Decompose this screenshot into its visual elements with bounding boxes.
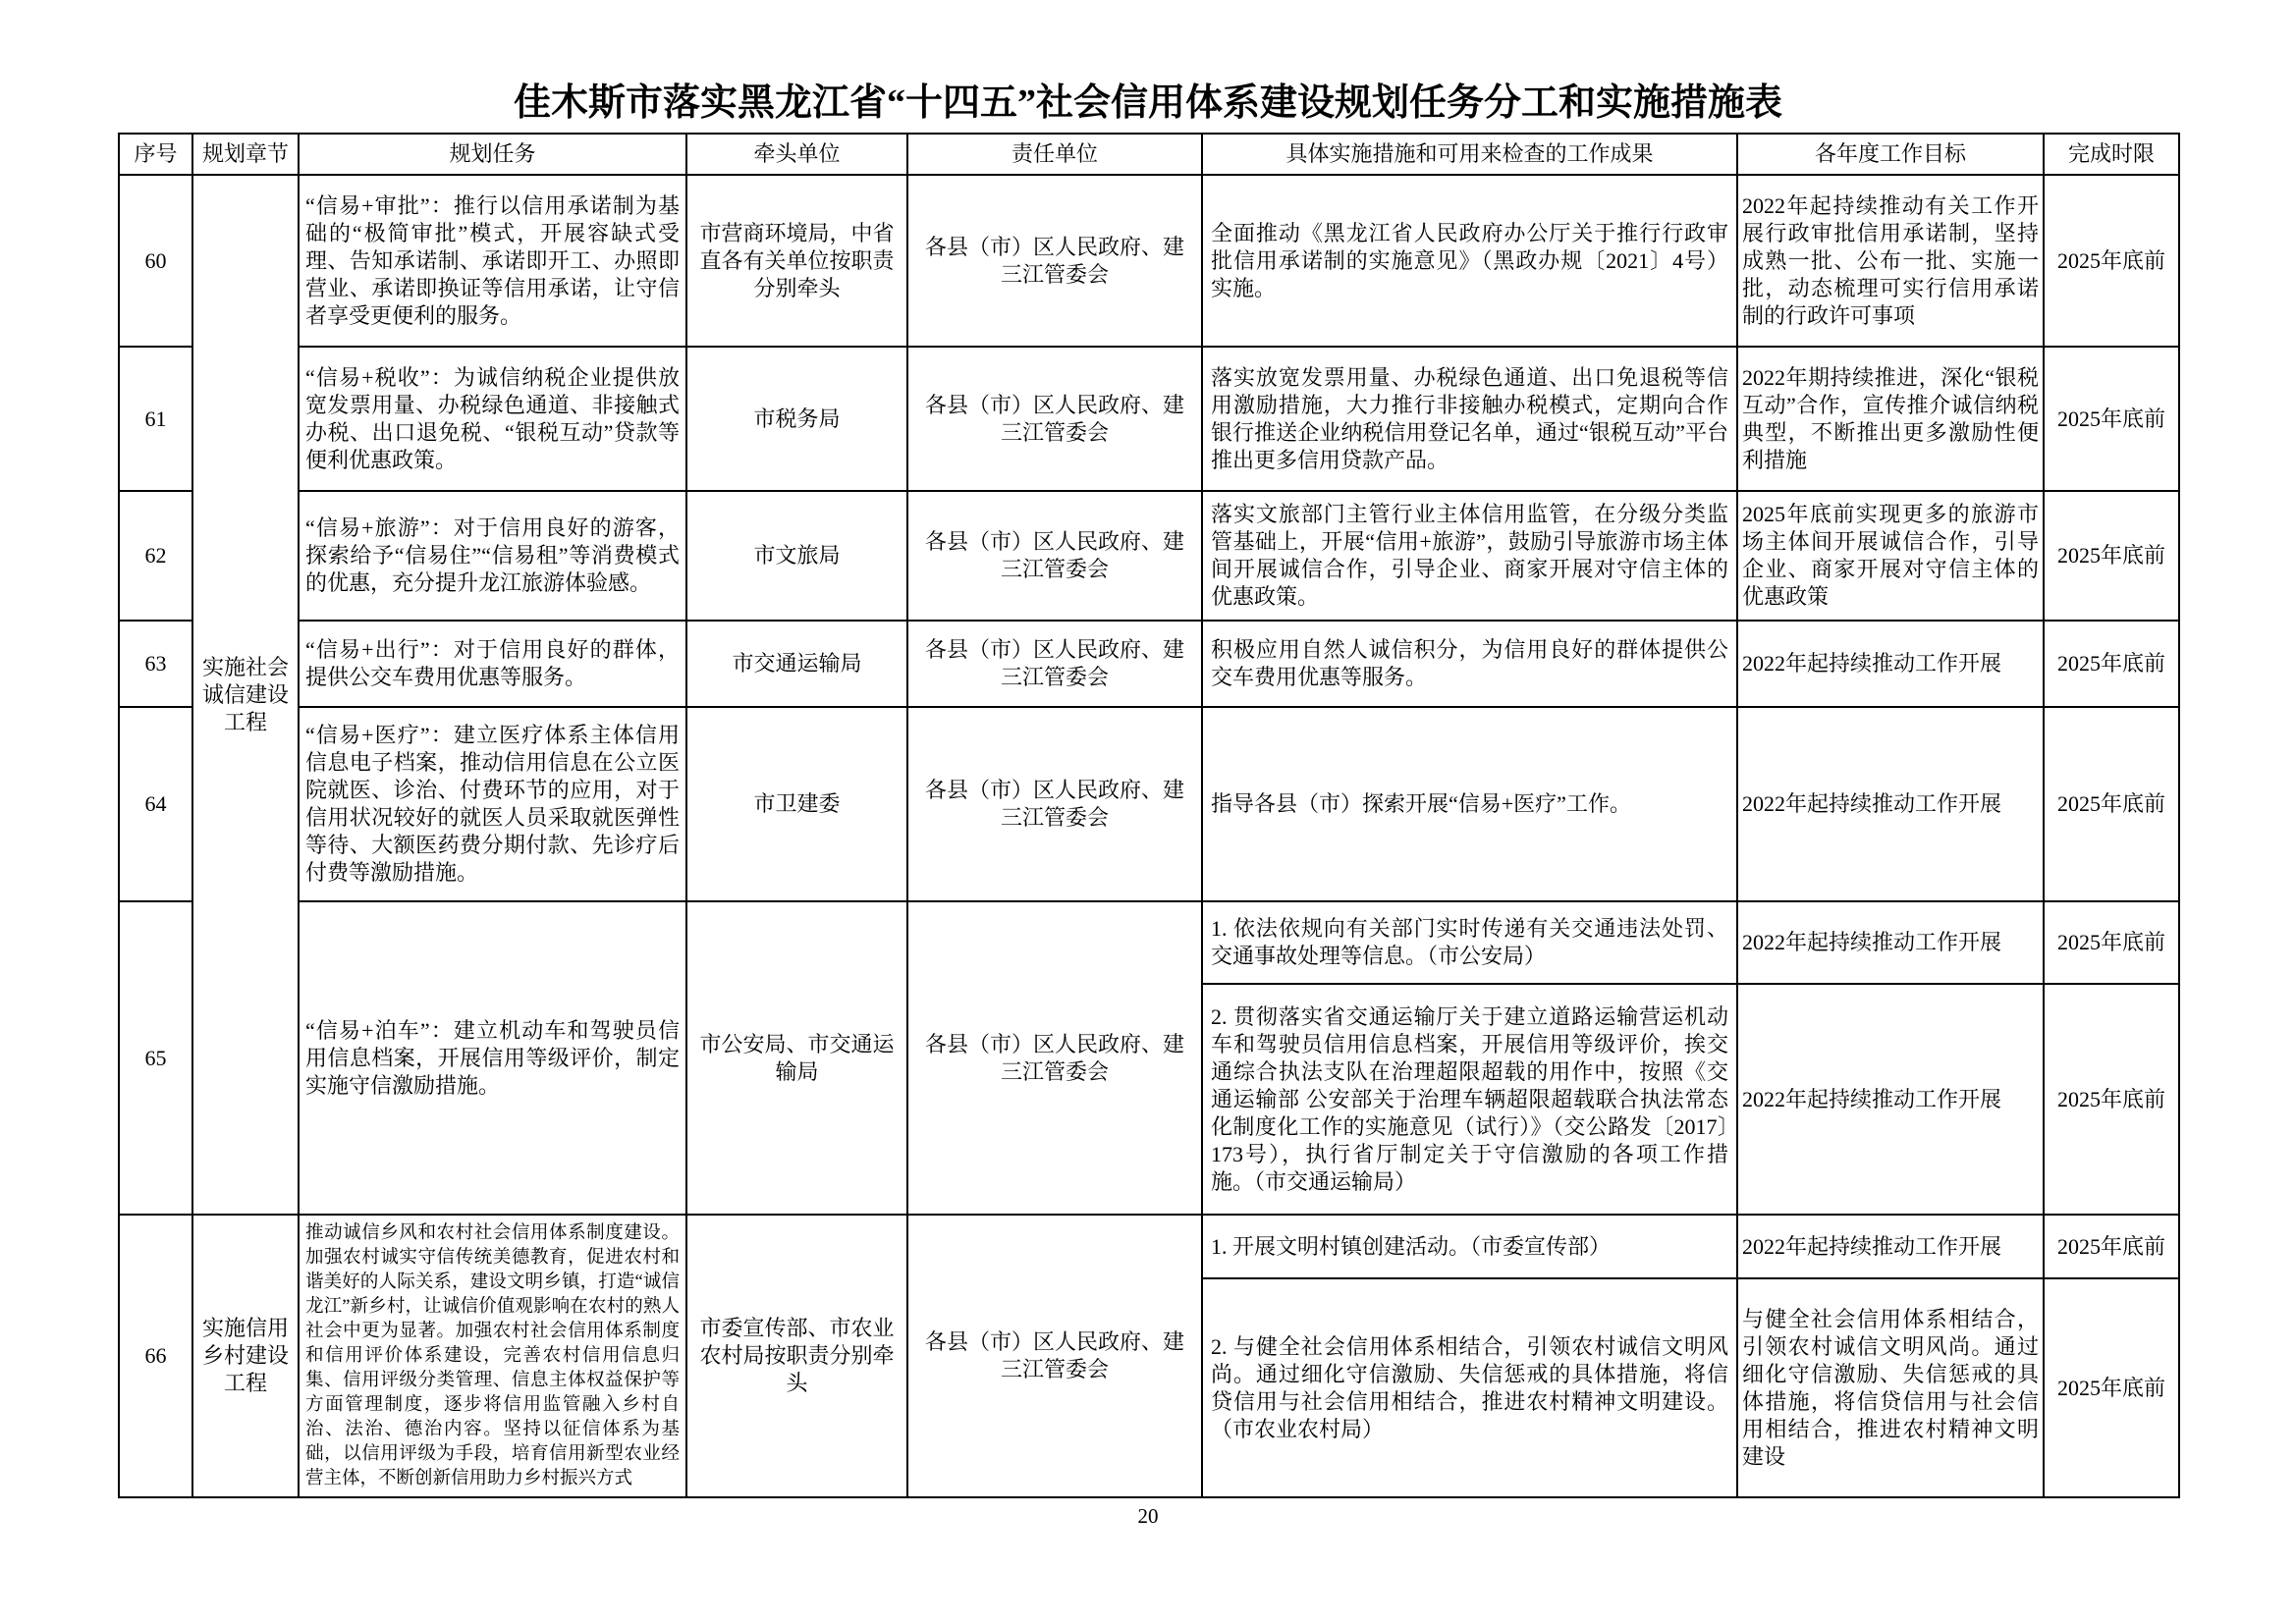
row-63-measure: 积极应用自然人诚信积分，为信用良好的群体提供公交车费用优惠等服务。	[1203, 622, 1738, 708]
row-65-lead-unit: 市公安局、市交通运输局	[687, 902, 908, 1216]
header-lead-unit: 牵头单位	[687, 135, 908, 176]
row-65-task: “信易+泊车”：建立机动车和驾驶员信用信息档案，开展信用等级评价，制定实施守信激励措施。	[300, 902, 687, 1216]
row-62-lead-unit: 市文旅局	[687, 492, 908, 622]
row-60-no: 60	[120, 176, 193, 348]
row-62-annual-target: 2025年底前实现更多的旅游市场主体间开展诚信合作，引导企业、商家开展对守信主体的优惠政策	[1738, 492, 2045, 622]
row-64-lead-unit: 市卫建委	[687, 708, 908, 902]
chapter-cell-rural-credit: 实施信用乡村建设工程	[193, 1216, 300, 1498]
row-66-measure-2: 2. 与健全社会信用体系相结合，引领农村诚信文明风尚。通过细化守信激励、失信惩戒的具体措施，将信贷信用与社会信用相结合，推进农村精神文明建设。（市农业农村局）	[1203, 1279, 1738, 1498]
row-65-annual-target-2: 2022年起持续推动工作开展	[1738, 985, 2045, 1216]
row-61-annual-target: 2022年期持续推进，深化“银税互动”合作，宣传推介诚信纳税典型，不断推出更多激励性便利措施	[1738, 348, 2045, 492]
row-60-responsible-unit: 各县（市）区人民政府、建三江管委会	[908, 176, 1203, 348]
row-61-deadline: 2025年底前	[2045, 348, 2180, 492]
row-64-deadline: 2025年底前	[2045, 708, 2180, 902]
row-65-measure-2: 2. 贯彻落实省交通运输厅关于建立道路运输营运机动车和驾驶员信用信息档案，开展信用等级评价，挨交通综合执法支队在治理超限超载的用作中，按照《交通运输部 公安部关于治理车辆超限超载联合执法常态化制度化工作的实施意见（试行）》（交公路发〔2017〕173号），执行省厅制定关于守信激励的各项工作措施。（市交通运输局）	[1203, 985, 1738, 1216]
row-62-deadline: 2025年底前	[2045, 492, 2180, 622]
row-60-task: “信易+审批”：推行以信用承诺制为基础的“极简审批”模式，开展容缺式受理、告知承诺制、承诺即开工、办照即营业、承诺即换证等信用承诺，让守信者享受更便利的服务。	[300, 176, 687, 348]
row-63-task: “信易+出行”：对于信用良好的群体，提供公交车费用优惠等服务。	[300, 622, 687, 708]
row-64-measure: 指导各县（市）探索开展“信易+医疗”工作。	[1203, 708, 1738, 902]
row-65-annual-target-1: 2022年起持续推动工作开展	[1738, 902, 2045, 985]
header-no: 序号	[120, 135, 193, 176]
row-66-responsible-unit: 各县（市）区人民政府、建三江管委会	[908, 1216, 1203, 1498]
row-61-lead-unit: 市税务局	[687, 348, 908, 492]
row-66-deadline-2: 2025年底前	[2045, 1279, 2180, 1498]
row-60-annual-target: 2022年起持续推动有关工作开展行政审批信用承诺制，坚持成熟一批、公布一批、实施一批，动态梳理可实行信用承诺制的行政许可事项	[1738, 176, 2045, 348]
row-66-annual-target-2: 与健全社会信用体系相结合，引领农村诚信文明风尚。通过细化守信激励、失信惩戒的具体措施，将信贷信用与社会信用相结合，推进农村精神文明建设	[1738, 1279, 2045, 1498]
row-65-responsible-unit: 各县（市）区人民政府、建三江管委会	[908, 902, 1203, 1216]
row-63-no: 63	[120, 622, 193, 708]
row-61-measure: 落实放宽发票用量、办税绿色通道、出口免退税等信用激励措施，大力推行非接触办税模式，定期向合作银行推送企业纳税信用登记名单，通过“银税互动”平台推出更多信用贷款产品。	[1203, 348, 1738, 492]
row-64-annual-target: 2022年起持续推动工作开展	[1738, 708, 2045, 902]
row-66-lead-unit: 市委宣传部、市农业农村局按职责分别牵头	[687, 1216, 908, 1498]
row-62-no: 62	[120, 492, 193, 622]
document-title: 佳木斯市落实黑龙江省“十四五”社会信用体系建设规划任务分工和实施措施表	[513, 82, 1782, 124]
row-62-responsible-unit: 各县（市）区人民政府、建三江管委会	[908, 492, 1203, 622]
row-65-deadline-1: 2025年底前	[2045, 902, 2180, 985]
header-annual-targets: 各年度工作目标	[1738, 135, 2045, 176]
row-64-no: 64	[120, 708, 193, 902]
row-63-annual-target: 2022年起持续推动工作开展	[1738, 622, 2045, 708]
row-64-responsible-unit: 各县（市）区人民政府、建三江管委会	[908, 708, 1203, 902]
row-66-task: 推动诚信乡风和农村社会信用体系制度建设。加强农村诚实守信传统美德教育，促进农村和谐美好的人际关系，建设文明乡镇，打造“诚信龙江”新乡村，让诚信价值观影响在农村的熟人社会中更为显著。加强农村社会信用体系制度和信用评价体系建设，完善农村信用信息归集、信用评级分类管理、信息主体权益保护等方面管理制度，逐步将信用监管融入乡村自治、法治、德治内容。坚持以征信体系为基础，以信用评级为手段，培育信用新型农业经营主体，不断创新信用助力乡村振兴方式	[300, 1216, 687, 1498]
row-66-no: 66	[120, 1216, 193, 1498]
row-61-task: “信易+税收”：为诚信纳税企业提供放宽发票用量、办税绿色通道、非接触式办税、出口退免税、“银税互动”贷款等便利优惠政策。	[300, 348, 687, 492]
row-66-measure-1: 1. 开展文明村镇创建活动。（市委宣传部）	[1203, 1216, 1738, 1279]
row-60-measure: 全面推动《黑龙江省人民政府办公厅关于推行行政审批信用承诺制的实施意见》（黑政办规〔2021〕4号）实施。	[1203, 176, 1738, 348]
row-62-task: “信易+旅游”：对于信用良好的游客，探索给予“信易住”“信易租”等消费模式的优惠，充分提升龙江旅游体验感。	[300, 492, 687, 622]
chapter-cell-social-integrity: 实施社会诚信建设工程	[193, 176, 300, 1216]
header-chapter: 规划章节	[193, 135, 300, 176]
row-66-annual-target-1: 2022年起持续推动工作开展	[1738, 1216, 2045, 1279]
row-65-measure-1: 1. 依法依规向有关部门实时传递有关交通违法处罚、交通事故处理等信息。（市公安局）	[1203, 902, 1738, 985]
row-63-deadline: 2025年底前	[2045, 622, 2180, 708]
row-66-deadline-1: 2025年底前	[2045, 1216, 2180, 1279]
row-65-no: 65	[120, 902, 193, 1216]
row-64-task: “信易+医疗”：建立医疗体系主体信用信息电子档案，推动信用信息在公立医院就医、诊治、付费环节的应用，对于信用状况较好的就医人员采取就医弹性等待、大额医药费分期付款、先诊疗后付费等激励措施。	[300, 708, 687, 902]
header-measures: 具体实施措施和可用来检查的工作成果	[1203, 135, 1738, 176]
row-63-lead-unit: 市交通运输局	[687, 622, 908, 708]
header-deadline: 完成时限	[2045, 135, 2180, 176]
row-65-deadline-2: 2025年底前	[2045, 985, 2180, 1216]
task-table	[118, 133, 2180, 1498]
row-60-lead-unit: 市营商环境局，中省直各有关单位按职责分别牵头	[687, 176, 908, 348]
header-responsible-unit: 责任单位	[908, 135, 1203, 176]
row-62-measure: 落实文旅部门主管行业主体信用监管，在分级分类监管基础上，开展“信用+旅游”，鼓励引导旅游市场主体间开展诚信合作，引导企业、商家开展对守信主体的优惠政策。	[1203, 492, 1738, 622]
row-61-responsible-unit: 各县（市）区人民政府、建三江管委会	[908, 348, 1203, 492]
page-number: 20	[1137, 1504, 1159, 1528]
row-60-deadline: 2025年底前	[2045, 176, 2180, 348]
row-63-responsible-unit: 各县（市）区人民政府、建三江管委会	[908, 622, 1203, 708]
row-61-no: 61	[120, 348, 193, 492]
header-task: 规划任务	[300, 135, 687, 176]
